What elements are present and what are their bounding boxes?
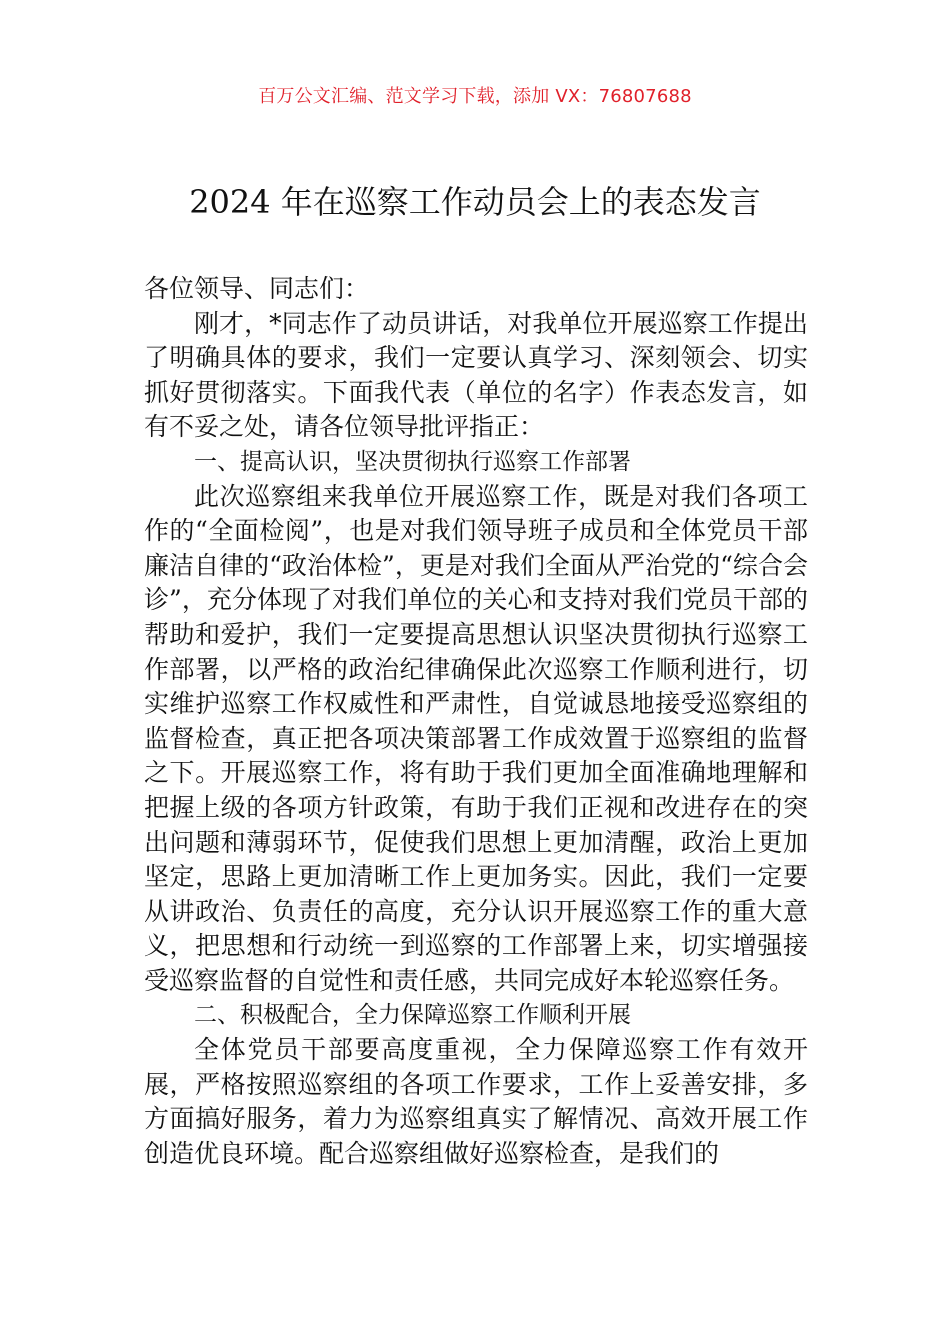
document-body bbox=[144, 272, 808, 1171]
paragraph-section-1: 此次巡察组来我单位开展巡察工作，既是对我们各项工作的“全面检阅”，也是对我们领导班子成员和全体党员干部廉洁自律的“政治体检”，更是对我们全面从严治党的“综合会诊”，充分体现了对我们单位的关心和支持对我们党员干部的帮助和爱护，我们一定要提高思想认识坚决贯彻执行巡察工作部署，以严格的政治纪律确保此次巡察工作顺利进行，切实维护巡察工作权威性和严肃性，自觉诚恳地接受巡察组的监督检查，真正把各项决策部署工作成效置于巡察组的监督之下。开展巡察工作，将有助于我们更加全面准确地理解和把握上级的各项方针政策，有助于我们正视和改进存在的突出问题和薄弱环节，促使我们思想上更加清醒，政治上更加坚定，思路上更加清晰工作上更加务实。因此，我们一定要从讲政治、负责任的高度，充分认识开展巡察工作的重大意义，把思想和行动统一到巡察的工作部署上来，切实增强接受巡察监督的自觉性和责任感，共同完成好本轮巡察任务。 bbox=[144, 481, 808, 995]
section-heading-2: 二、积极配合，全力保障巡察工作顺利开展 bbox=[194, 1002, 631, 1029]
paragraph-intro: 刚才，*同志作了动员讲话，对我单位开展巡察工作提出了明确具体的要求，我们一定要认真学习、深刻领会、切实抓好贯彻落实。下面我代表（单位的名字）作表态发言，如有不妥之处，请各位领导批评指正： bbox=[144, 308, 808, 442]
salutation: 各位领导、同志们： bbox=[144, 274, 370, 303]
document-title: 2024 年在巡察工作动员会上的表态发言 bbox=[189, 183, 761, 221]
paragraph-section-2: 全体党员干部要高度重视，全力保障巡察工作有效开展，严格按照巡察组的各项工作要求，工作上妥善安排，多方面搞好服务，着力为巡察组真实了解情况、高效开展工作创造优良环境。配合巡察组做好巡察检查，是我们的 bbox=[144, 1035, 808, 1168]
section-heading-1: 一、提高认识，坚决贯彻执行巡察工作部署 bbox=[194, 448, 631, 475]
download-notice-header: 百万公文汇编、范文学习下载，添加 VX：76807688 bbox=[258, 86, 692, 107]
